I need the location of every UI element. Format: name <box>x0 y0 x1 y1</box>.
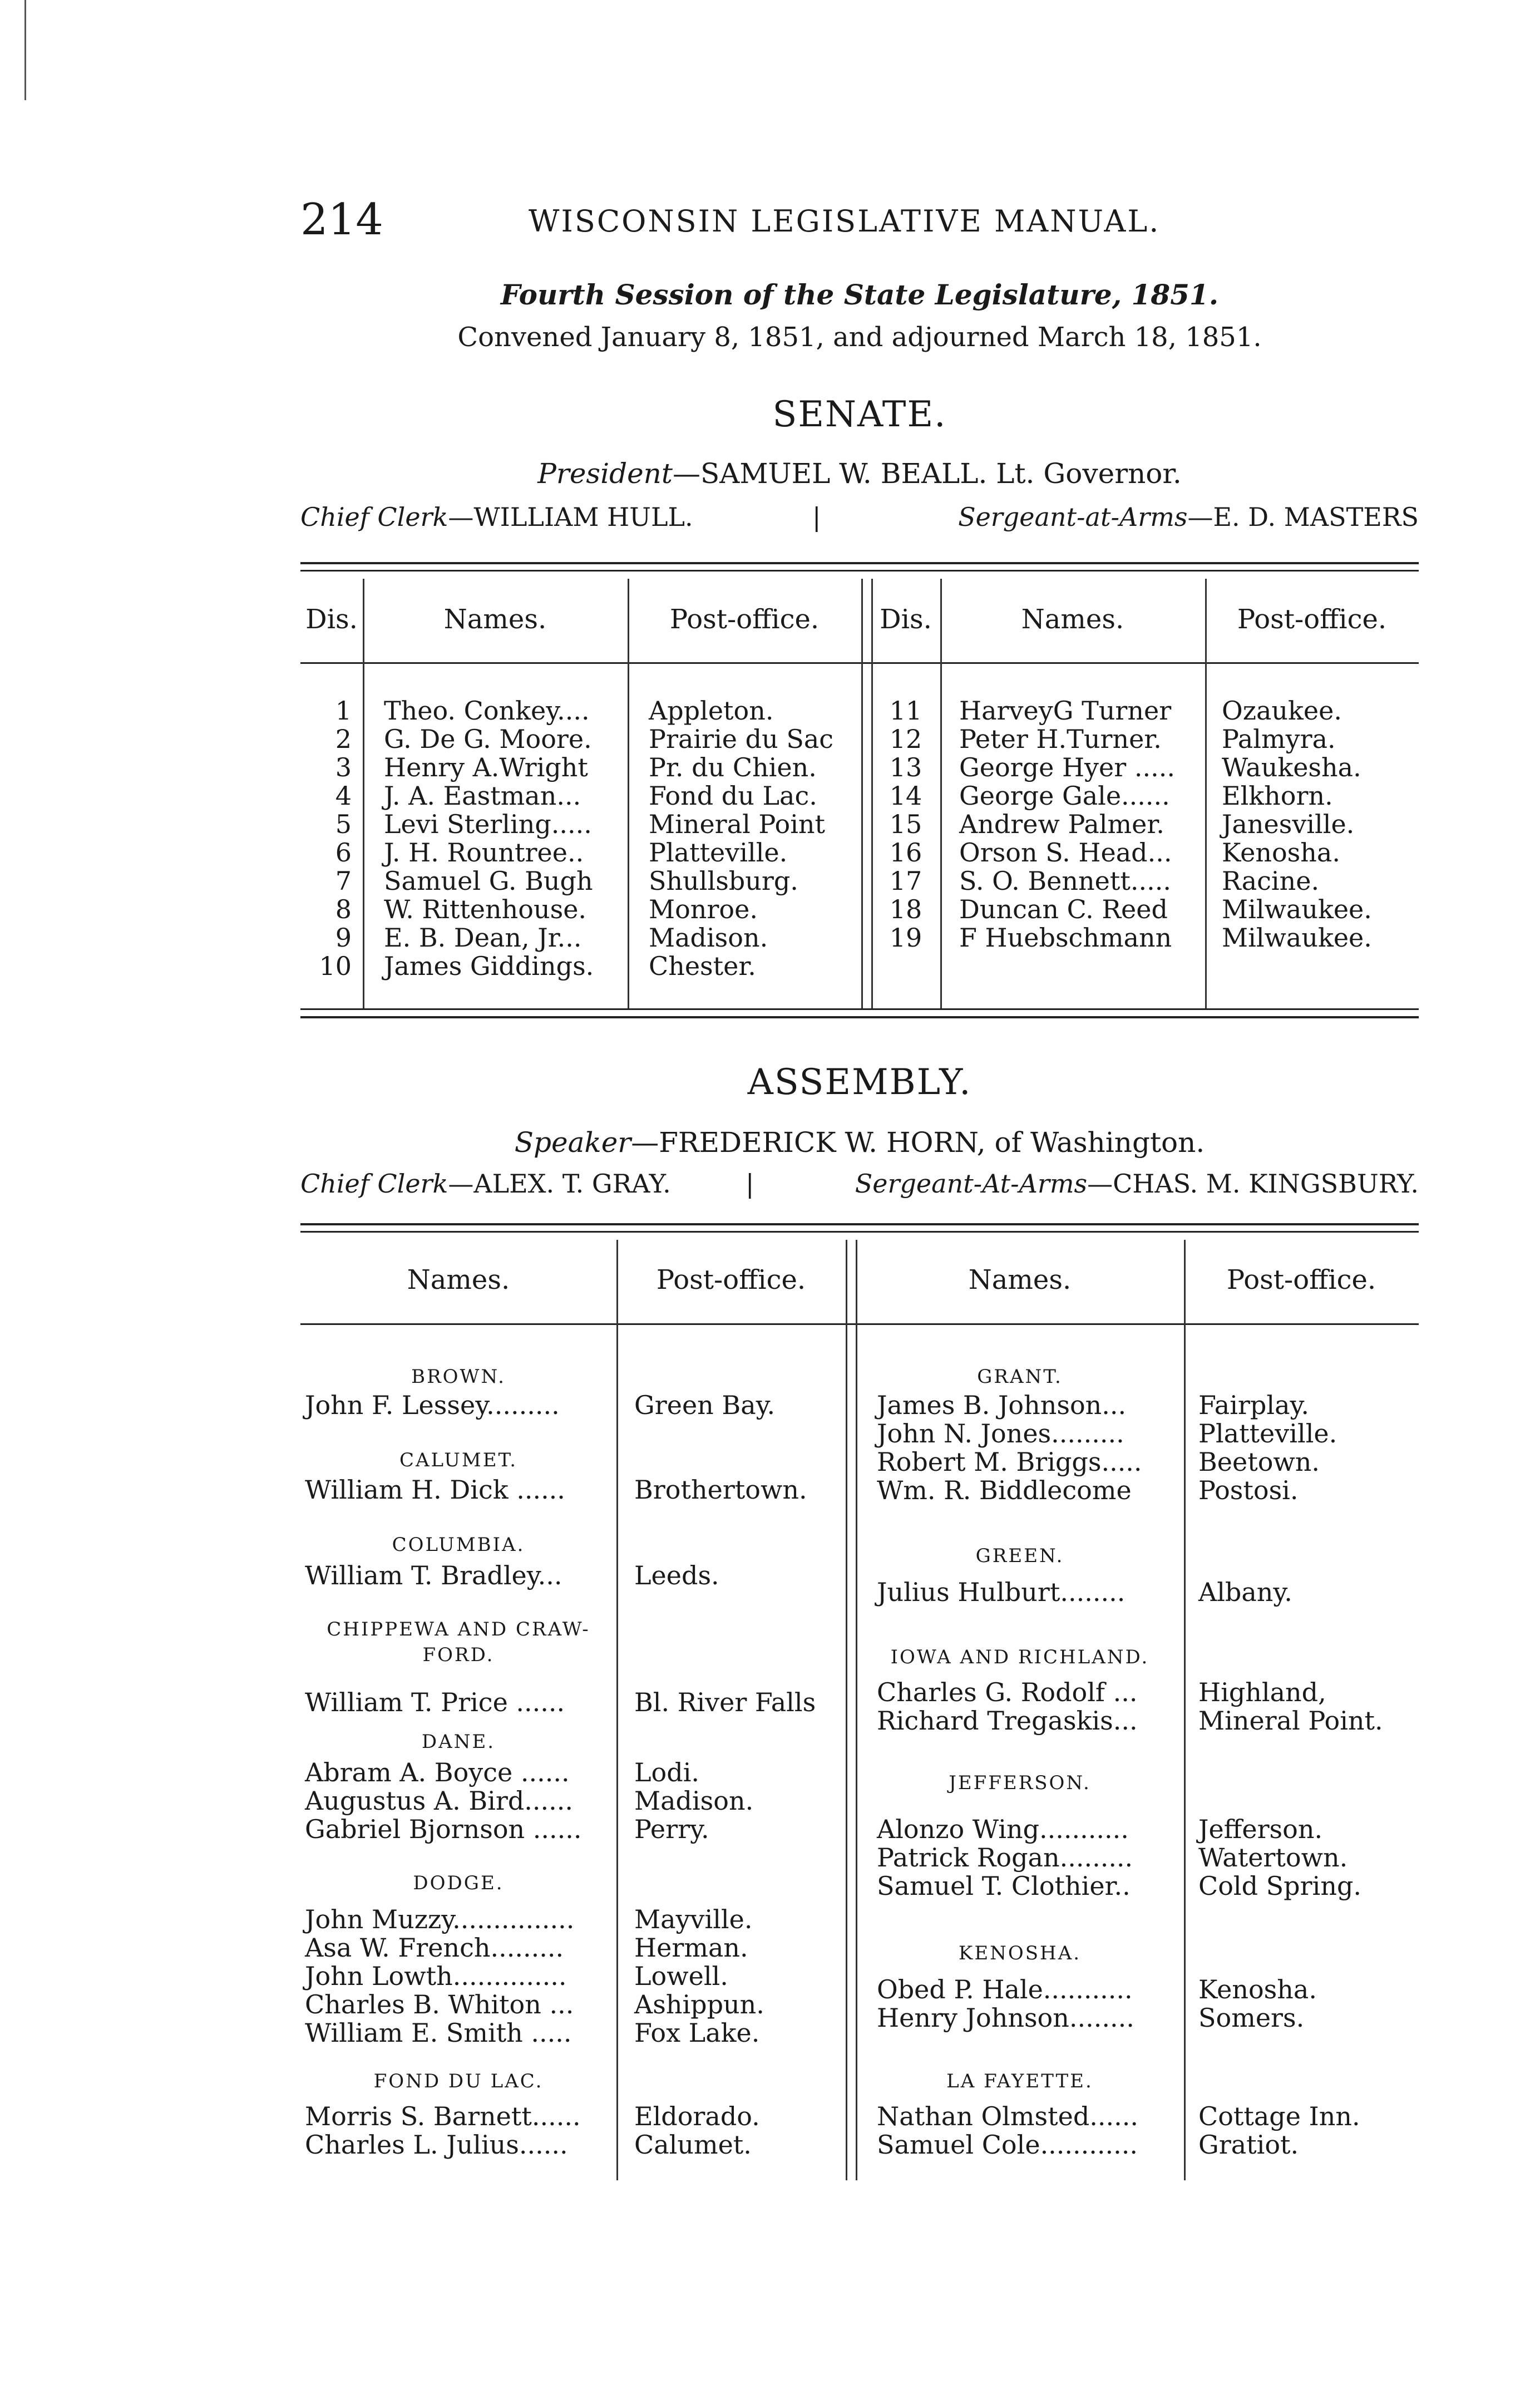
county-heading-brown: BROWN. <box>411 1366 506 1388</box>
senate-member-post-office: Platteville. <box>649 838 788 868</box>
senate-member-post-office: Milwaukee. <box>1222 894 1372 924</box>
senate-member-name: J. A. Eastman... <box>384 781 581 811</box>
assembly-member-post-office: Cottage Inn. <box>1198 2101 1360 2131</box>
senate-district-number: 4 <box>335 781 352 811</box>
senate-district-number: 3 <box>335 752 352 782</box>
assembly-member-post-office: Gratiot. <box>1198 2130 1299 2160</box>
assembly-member-post-office: Brothertown. <box>634 1475 807 1505</box>
senate-district-number: 9 <box>335 923 352 953</box>
assembly-member-name: Abram A. Boyce ...... <box>305 1757 570 1787</box>
senate-district-number: 6 <box>335 838 352 868</box>
assembly-member-name: Charles G. Rodolf ... <box>877 1677 1138 1707</box>
senate-member-name: Duncan C. Reed <box>959 894 1168 924</box>
senate-table-bottom-rule <box>300 1008 1419 1010</box>
senate-district-number: 1 <box>335 696 352 726</box>
assembly-member-post-office: Somers. <box>1198 2003 1305 2033</box>
senate-col-post-2: Post-office. <box>1237 604 1387 635</box>
assembly-member-name: Augustus A. Bird...... <box>305 1786 574 1816</box>
senate-member-name: Orson S. Head... <box>959 838 1172 868</box>
assembly-chief-clerk <box>300 1169 671 1199</box>
senate-member-post-office: Ozaukee. <box>1222 696 1342 726</box>
senate-member-name: J. H. Rountree.. <box>384 838 584 868</box>
county-heading-jefferson: JEFFERSON. <box>949 1772 1091 1794</box>
assembly-member-post-office: Beetown. <box>1198 1447 1320 1477</box>
assembly-member-name: Morris S. Barnett...... <box>305 2101 581 2131</box>
assembly-member-post-office: Highland, <box>1198 1677 1326 1707</box>
assembly-member-name: Obed P. Hale........... <box>877 1974 1133 2004</box>
county-heading-calumet: CALUMET. <box>399 1449 518 1471</box>
senate-member-name: Andrew Palmer. <box>959 809 1164 839</box>
assembly-member-post-office: Watertown. <box>1198 1843 1348 1873</box>
senate-table-bottom-rule-2 <box>300 1016 1419 1018</box>
senate-col-divider <box>363 579 364 1008</box>
assembly-member-name: Samuel T. Clothier.. <box>877 1871 1131 1901</box>
senate-col-dis-2: Dis. <box>880 604 932 635</box>
senate-district-number: 16 <box>889 838 922 868</box>
assembly-col-divider <box>1184 1240 1186 2180</box>
assembly-member-post-office: Herman. <box>634 1933 748 1963</box>
senate-col-names: Names. <box>443 604 547 635</box>
assembly-member-name: Julius Hulburt........ <box>877 1577 1126 1607</box>
senate-sergeant <box>958 502 1419 532</box>
assembly-member-name: James B. Johnson... <box>877 1390 1127 1420</box>
senate-member-name: E. B. Dean, Jr... <box>384 923 582 953</box>
county-heading-dane: DANE. <box>421 1731 496 1753</box>
assembly-member-post-office: Ashippun. <box>634 1989 764 2019</box>
session-title: Fourth Session of the State Legislature, 1851. <box>500 278 1219 311</box>
senate-district-number: 10 <box>319 951 352 981</box>
assembly-member-post-office: Postosi. <box>1198 1475 1299 1505</box>
senate-table-top-rule-2 <box>300 570 1419 572</box>
senate-member-post-office: Madison. <box>649 923 768 953</box>
senate-district-number: 8 <box>335 894 352 924</box>
senate-member-name: Peter H.Turner. <box>959 724 1162 754</box>
county-heading-grant: GRANT. <box>977 1366 1063 1388</box>
senate-member-name: HarveyG Turner <box>959 696 1172 726</box>
senate-member-post-office: Appleton. <box>649 696 774 726</box>
senate-district-number: 12 <box>889 724 922 754</box>
senate-header-rule <box>300 662 1419 664</box>
senate-member-name: F Huebschmann <box>959 923 1172 953</box>
senate-member-post-office: Chester. <box>649 951 756 981</box>
assembly-member-name: William T. Price ...... <box>305 1687 565 1717</box>
running-title: WISCONSIN LEGISLATIVE MANUAL. <box>529 204 1161 239</box>
senate-col-dis: Dis. <box>305 604 358 635</box>
assembly-member-name: Richard Tregaskis... <box>877 1706 1138 1736</box>
assembly-sergeant-label: Sergeant-At-Arms <box>855 1169 1088 1199</box>
senate-district-number: 7 <box>335 866 352 896</box>
senate-president <box>300 457 1419 490</box>
assembly-member-post-office: Bl. River Falls <box>634 1687 816 1717</box>
assembly-member-name: Wm. R. Biddlecome <box>877 1475 1132 1505</box>
senate-member-post-office: Milwaukee. <box>1222 923 1372 953</box>
county-heading-green: GREEN. <box>975 1545 1064 1567</box>
senate-member-post-office: Janesville. <box>1222 809 1355 839</box>
assembly-col-names: Names. <box>407 1264 510 1295</box>
speaker-value: —FREDERICK W. HORN, of Washington. <box>631 1126 1205 1159</box>
senate-member-post-office: Kenosha. <box>1222 838 1340 868</box>
senate-col-divider <box>1205 579 1207 1008</box>
senate-member-post-office: Elkhorn. <box>1222 781 1333 811</box>
senate-member-name: S. O. Bennett..... <box>959 866 1171 896</box>
senate-sergeant-value: —E. D. MASTERS <box>1187 502 1419 532</box>
senate-member-post-office: Palmyra. <box>1222 724 1336 754</box>
senate-member-name: George Hyer ..... <box>959 752 1175 782</box>
county-heading-iowa-richland: IOWA AND RICHLAND. <box>890 1646 1149 1668</box>
assembly-member-name: John F. Lessey......... <box>305 1390 560 1420</box>
page-header <box>300 195 1413 256</box>
assembly-member-post-office: Mayville. <box>634 1904 753 1934</box>
assembly-member-post-office: Perry. <box>634 1814 709 1844</box>
assembly-member-post-office: Platteville. <box>1198 1418 1337 1449</box>
senate-district-number: 14 <box>889 781 922 811</box>
senate-member-name: Henry A.Wright <box>384 752 588 782</box>
assembly-table-top-rule <box>300 1223 1419 1225</box>
assembly-member-name: Henry Johnson........ <box>877 2003 1134 2033</box>
assembly-member-post-office: Cold Spring. <box>1198 1871 1362 1901</box>
senate-district-number: 15 <box>889 809 922 839</box>
assembly-col-post: Post-office. <box>656 1264 806 1295</box>
senate-clerk-value: —WILLIAM HULL. <box>448 502 693 532</box>
senate-member-post-office: Shullsburg. <box>649 866 798 896</box>
assembly-clerk-value: —ALEX. T. GRAY. <box>448 1169 671 1199</box>
president-label: President <box>537 457 673 490</box>
senate-sergeant-label: Sergeant-at-Arms <box>958 502 1188 532</box>
senate-district-number: 19 <box>889 923 922 953</box>
assembly-speaker <box>300 1126 1419 1159</box>
senate-col-divider <box>940 579 942 1008</box>
senate-member-post-office: Racine. <box>1222 866 1320 896</box>
senate-member-post-office: Monroe. <box>649 894 758 924</box>
assembly-member-name: John Lowth.............. <box>305 1961 567 1991</box>
senate-col-post: Post-office. <box>669 604 820 635</box>
assembly-member-post-office: Madison. <box>634 1786 754 1816</box>
assembly-table-top-rule-2 <box>300 1231 1419 1233</box>
assembly-header-rule <box>300 1323 1419 1325</box>
county-heading-la-fayette: LA FAYETTE. <box>946 2070 1093 2092</box>
assembly-member-post-office: Mineral Point. <box>1198 1706 1383 1736</box>
officer-separator: | <box>812 502 821 532</box>
assembly-col-post-2: Post-office. <box>1226 1264 1376 1295</box>
assembly-member-name: William E. Smith ..... <box>305 2018 572 2048</box>
assembly-member-post-office: Lodi. <box>634 1757 700 1787</box>
senate-district-number: 11 <box>889 696 922 726</box>
president-value: —SAMUEL W. BEALL. Lt. Governor. <box>672 457 1182 490</box>
assembly-member-post-office: Jefferson. <box>1198 1814 1323 1844</box>
senate-district-number: 2 <box>335 724 352 754</box>
county-heading-kenosha: KENOSHA. <box>958 1942 1082 1964</box>
senate-clerk-label: Chief Clerk <box>300 502 448 532</box>
county-heading-fond-du-lac: FOND DU LAC. <box>373 2070 544 2092</box>
assembly-col-divider <box>846 1240 847 2180</box>
senate-member-name: G. De G. Moore. <box>384 724 592 754</box>
assembly-clerk-label: Chief Clerk <box>300 1169 448 1199</box>
senate-district-number: 13 <box>889 752 922 782</box>
senate-member-post-office: Fond du Lac. <box>649 781 817 811</box>
assembly-member-name: Robert M. Briggs..... <box>877 1447 1142 1477</box>
assembly-member-post-office: Calumet. <box>634 2130 752 2160</box>
session-dates: Convened January 8, 1851, and adjourned March 18, 1851. <box>457 322 1262 353</box>
assembly-member-post-office: Leeds. <box>634 1560 719 1590</box>
assembly-sergeant <box>855 1169 1419 1199</box>
assembly-member-name: John N. Jones......... <box>877 1418 1124 1449</box>
senate-district-number: 17 <box>889 866 922 896</box>
senate-heading: SENATE. <box>772 394 947 435</box>
senate-member-post-office: Prairie du Sac <box>649 724 834 754</box>
county-heading-columbia: COLUMBIA. <box>392 1534 525 1556</box>
assembly-member-name: William H. Dick ...... <box>305 1475 565 1505</box>
assembly-member-name: Gabriel Bjornson ...... <box>305 1814 582 1844</box>
senate-member-name: James Giddings. <box>384 951 594 981</box>
senate-member-name: Samuel G. Bugh <box>384 866 593 896</box>
senate-district-number: 5 <box>335 809 352 839</box>
page-number: 214 <box>300 195 383 245</box>
assembly-member-name: John Muzzy............... <box>305 1904 575 1934</box>
assembly-heading: ASSEMBLY. <box>747 1062 972 1103</box>
assembly-member-name: Samuel Cole............ <box>877 2130 1138 2160</box>
officer-separator: | <box>746 1169 754 1199</box>
county-heading-dodge: DODGE. <box>413 1872 504 1894</box>
senate-col-divider <box>861 579 863 1008</box>
senate-member-name: Levi Sterling..... <box>384 809 592 839</box>
assembly-col-divider <box>616 1240 618 2180</box>
assembly-member-post-office: Eldorado. <box>634 2101 760 2131</box>
assembly-member-post-office: Kenosha. <box>1198 1974 1317 2004</box>
county-heading-chippewa: CHIPPEWA AND CRAW- <box>327 1618 590 1641</box>
senate-member-name: Theo. Conkey.... <box>384 696 590 726</box>
senate-table-top-rule <box>300 562 1419 564</box>
assembly-member-post-office: Fox Lake. <box>634 2018 760 2048</box>
assembly-member-name: Alonzo Wing........... <box>877 1814 1129 1844</box>
assembly-member-name: William T. Bradley... <box>305 1560 562 1590</box>
senate-chief-clerk <box>300 502 693 532</box>
speaker-label: Speaker <box>514 1126 631 1159</box>
assembly-member-name: Charles B. Whiton ... <box>305 1989 574 2019</box>
assembly-sergeant-value: —CHAS. M. KINGSBURY. <box>1087 1169 1419 1199</box>
assembly-member-name: Nathan Olmsted...... <box>877 2101 1138 2131</box>
senate-member-post-office: Mineral Point <box>649 809 826 839</box>
county-heading-chippewa-cont: FORD. <box>422 1644 495 1666</box>
senate-member-post-office: Pr. du Chien. <box>649 752 817 782</box>
assembly-member-name: Charles L. Julius...... <box>305 2130 568 2160</box>
assembly-member-post-office: Lowell. <box>634 1961 728 1991</box>
senate-district-number: 18 <box>889 894 922 924</box>
senate-col-names-2: Names. <box>1021 604 1124 635</box>
assembly-col-names-2: Names. <box>968 1264 1072 1295</box>
senate-col-divider <box>628 579 629 1008</box>
assembly-member-post-office: Green Bay. <box>634 1390 776 1420</box>
assembly-member-post-office: Albany. <box>1198 1577 1292 1607</box>
assembly-member-name: Patrick Rogan......... <box>877 1843 1133 1873</box>
senate-member-post-office: Waukesha. <box>1222 752 1361 782</box>
senate-member-name: George Gale...... <box>959 781 1170 811</box>
senate-member-name: W. Rittenhouse. <box>384 894 587 924</box>
assembly-member-post-office: Fairplay. <box>1198 1390 1310 1420</box>
assembly-member-name: Asa W. French......... <box>305 1933 564 1963</box>
